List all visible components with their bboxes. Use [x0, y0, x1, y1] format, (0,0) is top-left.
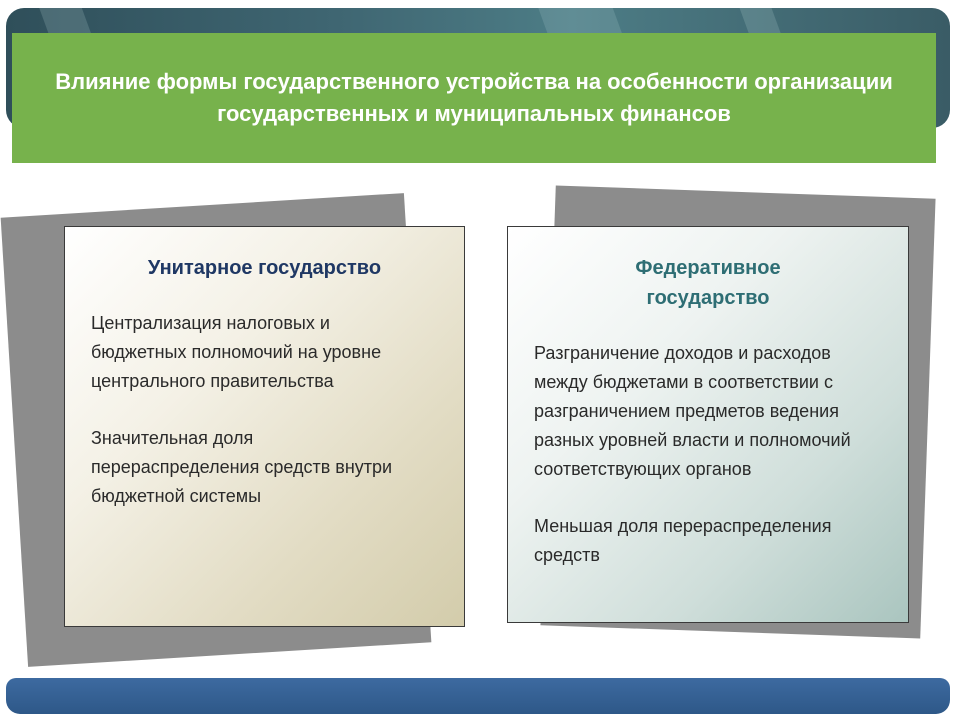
- footer-bar: [6, 678, 950, 714]
- unitary-state-card: [64, 226, 465, 627]
- unitary-paragraph-centralization: Централизация налоговых и бюджетных полномочий на уровне центрального правительства: [91, 313, 382, 391]
- federal-paragraph-redistribution: Меньшая доля перераспределения средств: [534, 516, 832, 565]
- unitary-paragraph-redistribution: Значительная доля перераспределения средств внутри бюджетной системы: [91, 428, 393, 506]
- federal-paragraph-delimitation: Разграничение доходов и расходов между бюджетами в соответствии с разграничением предметов ведения разных уровней власти и полномочий соответствующих органов: [534, 343, 851, 479]
- title-panel: [12, 33, 936, 163]
- slide-title: Влияние формы государственного устройства на особенности организации государственных и муниципальных финансов: [55, 69, 893, 126]
- unitary-state-heading: Унитарное государство: [147, 257, 382, 279]
- federal-state-heading: Федеративное государство: [635, 257, 781, 309]
- federal-state-card: [507, 226, 909, 623]
